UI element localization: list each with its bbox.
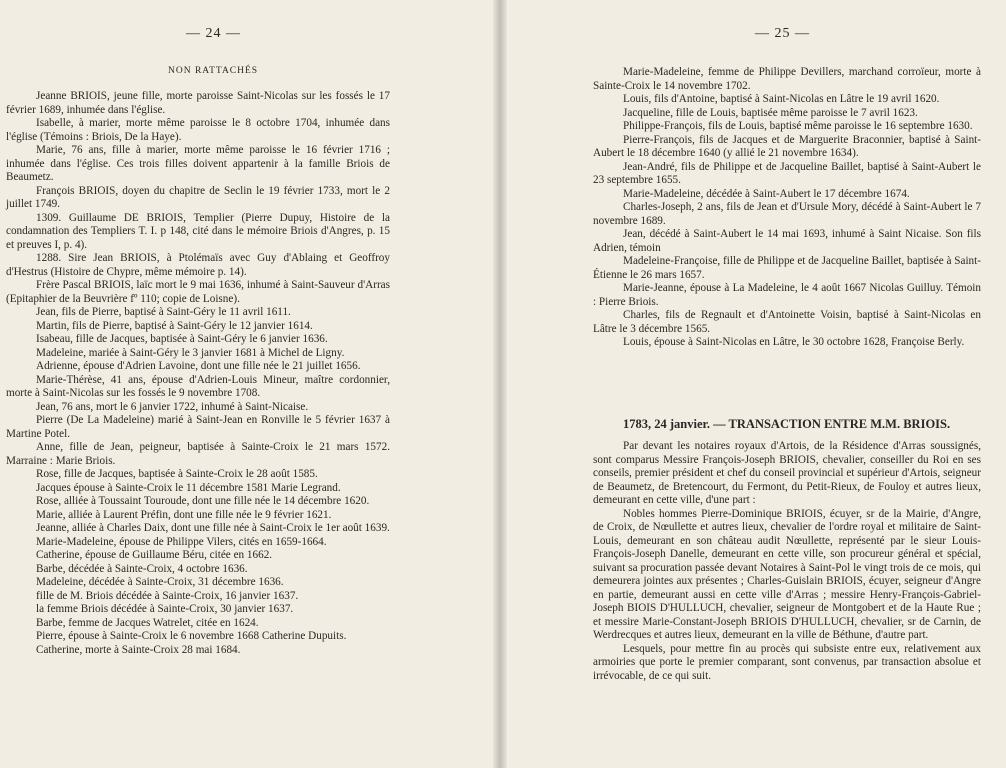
entry: Louis, fils d'Antoine, baptisé à Saint-Nicolas en Lâtre le 19 avril 1620. — [623, 93, 940, 105]
entry: Rose, fille de Jacques, baptisée à Sainte-Croix le 28 août 1585. — [36, 468, 318, 480]
entry: Madeleine, mariée à Saint-Géry le 3 janvier 1681 à Michel de Ligny. — [36, 346, 345, 359]
entry: Charles, fils de Regnault et d'Antoinette Voisin, baptisé à Saint-Nicolas en Lâtre le 3 décembre 1565. — [593, 309, 981, 335]
entry: Marie-Madeleine, femme de Philippe Devillers, marchand corroïeur, morte à Sainte-Croix le 14 novembre 1702. — [593, 66, 981, 92]
entry: Jean, décédé à Saint-Aubert le 14 mai 1693, inhumé à Saint Nicaise. Son fils Adrien, témoin — [593, 228, 981, 254]
transaction-text — [593, 440, 981, 683]
transaction-paragraph: Par devant les notaires royaux d'Artois, de la Résidence d'Arras soussignés, sont comparus Messire François-Joseph BRIOIS, chevalier, conseiller du Roi en ses conseils, premier président et chef du conseil provincial et supérieur d'Artois, seigneur de Beaumetz, de Bretencourt, du Fermont, du Petit-Rieux, de Fouloy et autres lieux, demeurant en cette ville, d'une part : — [593, 440, 981, 506]
transaction-paragraph: Nobles hommes Pierre-Dominique BRIOIS, écuyer, sr de la Mairie, d'Angre, de Croix, de Nœullette et autres lieux, chevalier de l'ordre royal et militaire de Saint-Louis, demeurant en son château audit Nœullette, représenté par le sieur Louis-François-Joseph Danelle, demeurant en cette ville, son procureur général et spécial, suivant sa procuration passée devant Notaires à Saint-Pol le vingt trois de ce mois, qui demeurera jointes aux présentes ; Charles-Guislain BRIOIS, écuyer, seigneur d'Angre en partie, demeurant aussi en cette ville d'Arras ; messire Henry-François-Gabriel-Joseph BIOIS D'HULLUCH, chevalier, seigneur de Montgobert et de la Haute Rue ; et messire Marie-Constant-Joseph BRIOIS D'HULLUCH, chevalier, sr de Carnin, de Werdrecques et autres lieux, demeurant en la ville de Béthune, d'autre part. — [593, 507, 981, 641]
transaction-heading: 1783, 24 janvier. — TRANSACTION ENTRE M.M. BRIOIS. — [623, 417, 951, 431]
entry: Catherine, morte à Sainte-Croix 28 mai 1684. — [36, 643, 241, 656]
entry: Isabelle, à marier, morte même paroisse le 8 octobre 1704, inhumée dans l'église (Témoins : Briois, De la Haye). — [6, 117, 390, 143]
entry: la femme Briois décédée à Sainte-Croix, 30 janvier 1637. — [36, 603, 294, 615]
entry: Pierre (De La Madeleine) marié à Saint-Jean en Ronville le 5 février 1637 à Martine Potel. — [6, 414, 390, 440]
entry: Jean, 76 ans, mort le 6 janvier 1722, inhumé à Saint-Nicaise. — [36, 400, 309, 413]
entry: Pierre, épouse à Sainte-Croix le 6 novembre 1668 Catherine Dupuits. — [36, 630, 347, 642]
entry: Madeleine-Françoise, fille de Philippe et de Jacqueline Baillet, baptisée à Saint-Étienne le 26 mars 1657. — [593, 255, 981, 281]
right-page — [507, 0, 1006, 768]
entry: 1288. Sire Jean BRIOIS, à Ptolémaïs avec Guy d'Ablaing et Geoffroy d'Hestrus (Histoire de Chypre, même mémoire p. 14). — [6, 252, 390, 278]
entry: Philippe-François, fils de Louis, baptisé même paroisse le 16 septembre 1630. — [623, 120, 973, 132]
entry: Marie-Thérèse, 41 ans, épouse d'Adrien-Louis Mineur, maître cordonnier, morte à Saint-Nicolas sur les fossés le 9 novembre 1708. — [6, 373, 390, 399]
entry: 1309. Guillaume DE BRIOIS, Templier (Pierre Dupuy, Histoire de la condamnation des Templiers T. I. p 148, cité dans le mémoire Briois d'Angres, p. 15 et preuves I, p. 4). — [6, 211, 390, 251]
entry: Isabeau, fille de Jacques, baptisée à Saint-Géry le 6 janvier 1636. — [36, 333, 328, 345]
entry: Catherine, épouse de Guillaume Béru, citée en 1662. — [36, 549, 273, 561]
page-number: — 24 — — [186, 26, 241, 41]
entry: Marie-Jeanne, épouse à La Madeleine, le 4 août 1667 Nicolas Guilluy. Témoin : Pierre Briois. — [593, 282, 981, 308]
left-page — [0, 0, 493, 768]
entry: Marie-Madeleine, épouse de Philippe Vilers, cités en 1659-1664. — [36, 535, 327, 548]
entry: Marie, alliée à Laurent Préfin, dont une fille née le 9 février 1621. — [36, 508, 332, 521]
entry: Martin, fils de Pierre, baptisé à Saint-Géry le 12 janvier 1614. — [36, 319, 313, 332]
entry: Marie, 76 ans, fille à marier, morte même paroisse le 16 février 1716 ; inhumée dans l'église. Ces trois filles doivent appartenir à la famille Briois de Beaumetz. — [6, 144, 390, 183]
book-gutter — [493, 0, 507, 768]
entry: Pierre-François, fils de Jacques et de Marguerite Braconnier, baptisé à Saint-Aubert le 18 décembre 1640 (y allié le 21 novembre 1634). — [593, 133, 981, 159]
entry: François BRIOIS, doyen du chapitre de Seclin le 19 février 1733, mort le 2 juillet 1749. — [6, 184, 390, 210]
entry: Jean-André, fils de Philippe et de Jacqueline Baillet, baptisé à Saint-Aubert le 23 septembre 1655. — [593, 160, 981, 186]
entry: Jacques épouse à Sainte-Croix le 11 décembre 1581 Marie Legrand. — [36, 481, 341, 494]
entry: Jeanne, alliée à Charles Daix, dont une fille née à Saint-Croix le 1er août 1639. — [36, 522, 390, 534]
entry: Rose, alliée à Toussaint Touroude, dont une fille née le 14 décembre 1620. — [36, 495, 370, 507]
entry: Frère Pascal BRIOIS, laïc mort le 9 mai 1636, inhumé à Saint-Sauveur d'Arras (Epitaphier de la Beuvrière fº 110; copie de Loisne). — [6, 279, 390, 305]
entry-list — [6, 90, 390, 657]
entry: fille de M. Briois décédée à Sainte-Croix, 16 janvier 1637. — [36, 589, 299, 602]
entry-list — [593, 66, 981, 350]
entry: Louis, épouse à Saint-Nicolas en Lâtre, le 30 octobre 1628, Françoise Berly. — [623, 336, 965, 348]
entry: Jeanne BRIOIS, jeune fille, morte paroisse Saint-Nicolas sur les fossés le 17 février 1689, inhumée dans l'église. — [6, 90, 390, 116]
entry: Jacqueline, fille de Louis, baptisée même paroisse le 7 avril 1623. — [623, 106, 918, 119]
section-title: NON RATTACHÉS — [168, 66, 259, 76]
entry: Barbe, femme de Jacques Watrelet, citée en 1624. — [36, 616, 259, 629]
entry: Charles-Joseph, 2 ans, fils de Jean et d'Ursule Mory, décédé à Saint-Aubert le 7 novembre 1689. — [593, 201, 981, 227]
entry: Anne, fille de Jean, peigneur, baptisée à Sainte-Croix le 21 mars 1572. Marraine : Marie Briois. — [6, 441, 390, 467]
entry: Madeleine, décédée à Sainte-Croix, 31 décembre 1636. — [36, 576, 284, 588]
entry: Marie-Madeleine, décédée à Saint-Aubert le 17 décembre 1674. — [623, 187, 910, 200]
page-number: — 25 — — [755, 26, 810, 41]
transaction-paragraph: Lesquels, pour mettre fin au procès qui subsiste entre eux, relativement aux armoiries que porte le premier comparant, sont convenus, par transaction absolue et irrévocable, de ce qui suit. — [593, 642, 981, 682]
entry: Barbe, décédée à Sainte-Croix, 4 octobre 1636. — [36, 562, 248, 575]
entry: Adrienne, épouse d'Adrien Lavoine, dont une fille née le 21 juillet 1656. — [36, 360, 361, 372]
entry: Jean, fils de Pierre, baptisé à Saint-Géry le 11 avril 1611. — [36, 306, 291, 318]
